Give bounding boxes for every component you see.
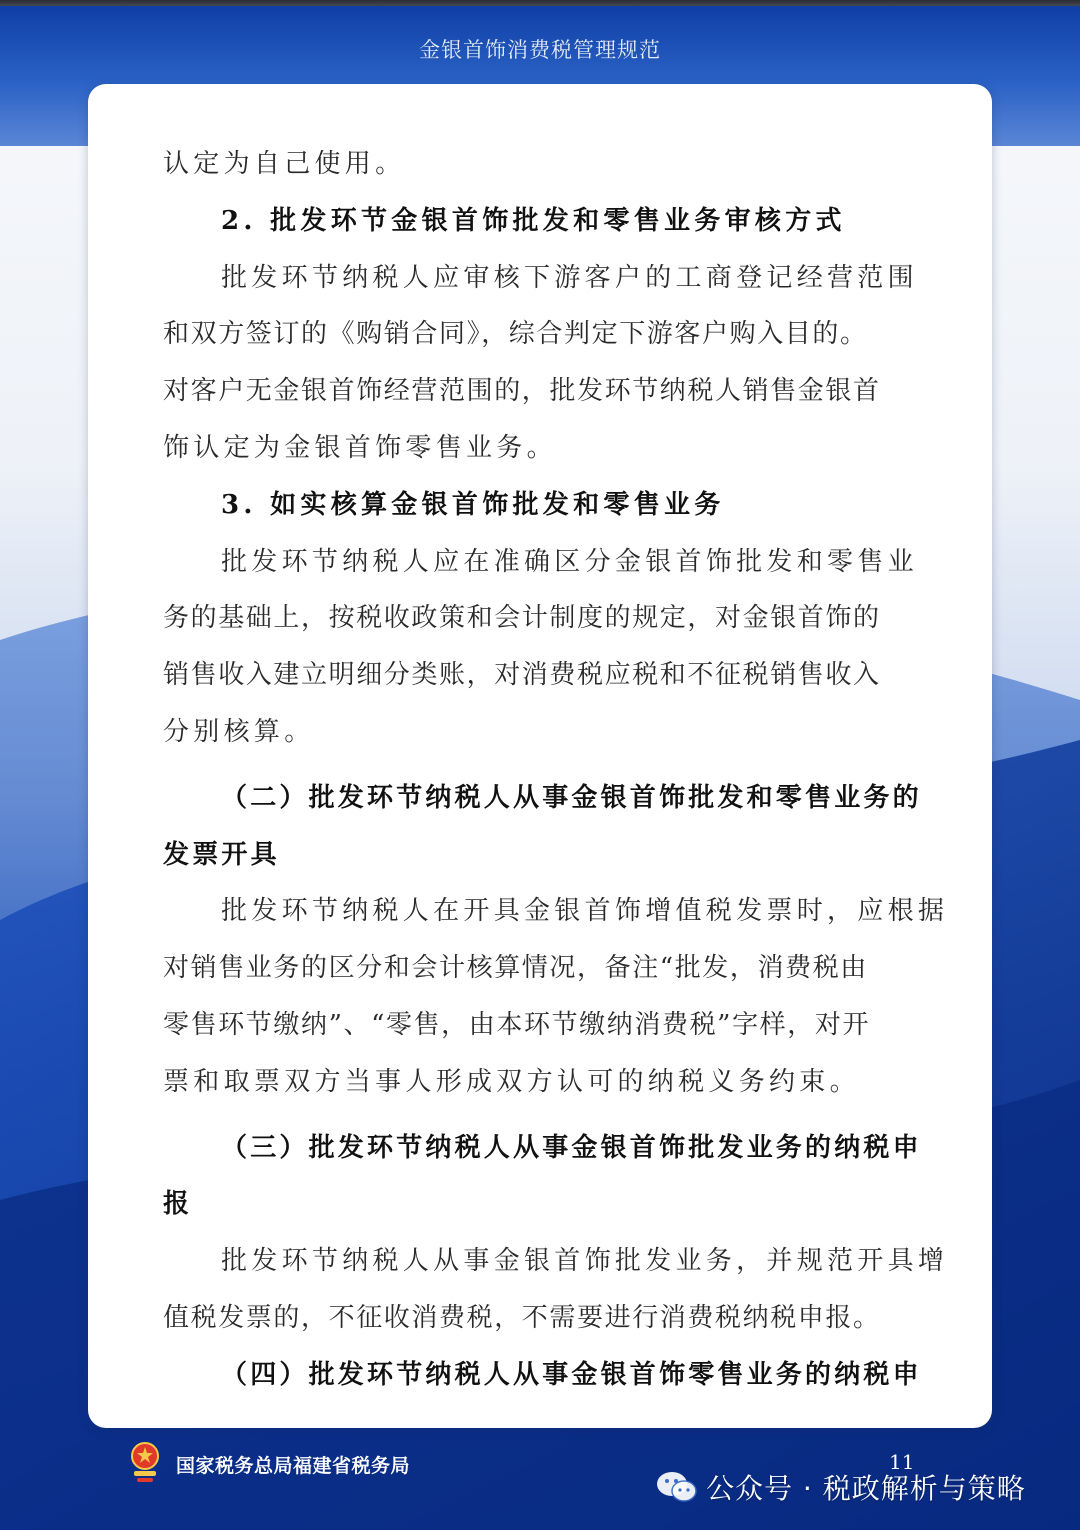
wechat-label: 公众号 · 税政解析与策略 [706,1472,1026,1505]
section-heading-3-cont: 报 [163,1189,193,1220]
body-line: 销售收入建立明细分类账，对消费税应税和不征税销售收入 [163,660,881,691]
wechat-watermark [656,1467,1026,1507]
body-line: 批发环节纳税人应在准确区分金银首饰批发和零售业 [221,546,918,577]
body-line: 务的基础上，按税收政策和会计制度的规定，对金银首饰的 [163,603,881,634]
subsection-heading-2: 2. 批发环节金银首饰批发和零售业务审核方式 [221,205,846,236]
body-line: 零售环节缴纳”、“零售，由本环节缴纳消费税”字样，对开 [163,1009,871,1040]
section-heading-4: （四）批发环节纳税人从事金银首饰零售业务的纳税申 [221,1359,922,1390]
section-heading-3: （三）批发环节纳税人从事金银首饰批发业务的纳税申 [221,1132,922,1163]
page-number: 11 [889,1450,915,1474]
tax-emblem-icon [126,1440,164,1486]
subsection-heading-3: 3. 如实核算金银首饰批发和零售业务 [221,489,725,520]
body-line: 和双方签订的《购销合同》，综合判定下游客户购入目的。 [163,319,868,350]
wechat-icon [656,1470,698,1504]
section-heading-2: （二）批发环节纳税人从事金银首饰批发和零售业务的 [221,782,922,813]
body-line: 值税发票的，不征收消费税，不需要进行消费税纳税申报。 [163,1302,881,1333]
body-line: 饰认定为金银首饰零售业务。 [163,432,557,463]
body-line: 对客户无金银首饰经营范围的，批发环节纳税人销售金银首 [163,376,881,407]
body-line: 认定为自己使用。 [163,149,406,179]
body-line: 批发环节纳税人应审核下游客户的工商登记经营范围 [221,262,918,293]
document-body [163,136,949,1404]
document-header-title: 金银首饰消费税管理规范 [419,38,661,62]
body-line: 分别核算。 [163,716,315,747]
body-line: 批发环节纳税人从事金银首饰批发业务，并规范开具增 [221,1246,949,1277]
body-line: 批发环节纳税人在开具金银首饰增值税发票时，应根据 [221,896,949,927]
section-heading-2-cont: 发票开具 [163,839,280,870]
body-line: 对销售业务的区分和会计核算情况，备注“批发，消费税由 [163,953,868,984]
footer-organization: 国家税务总局福建省税务局 [176,1455,411,1477]
body-line: 票和取票双方当事人形成双方认可的纳税义务约束。 [163,1066,860,1097]
